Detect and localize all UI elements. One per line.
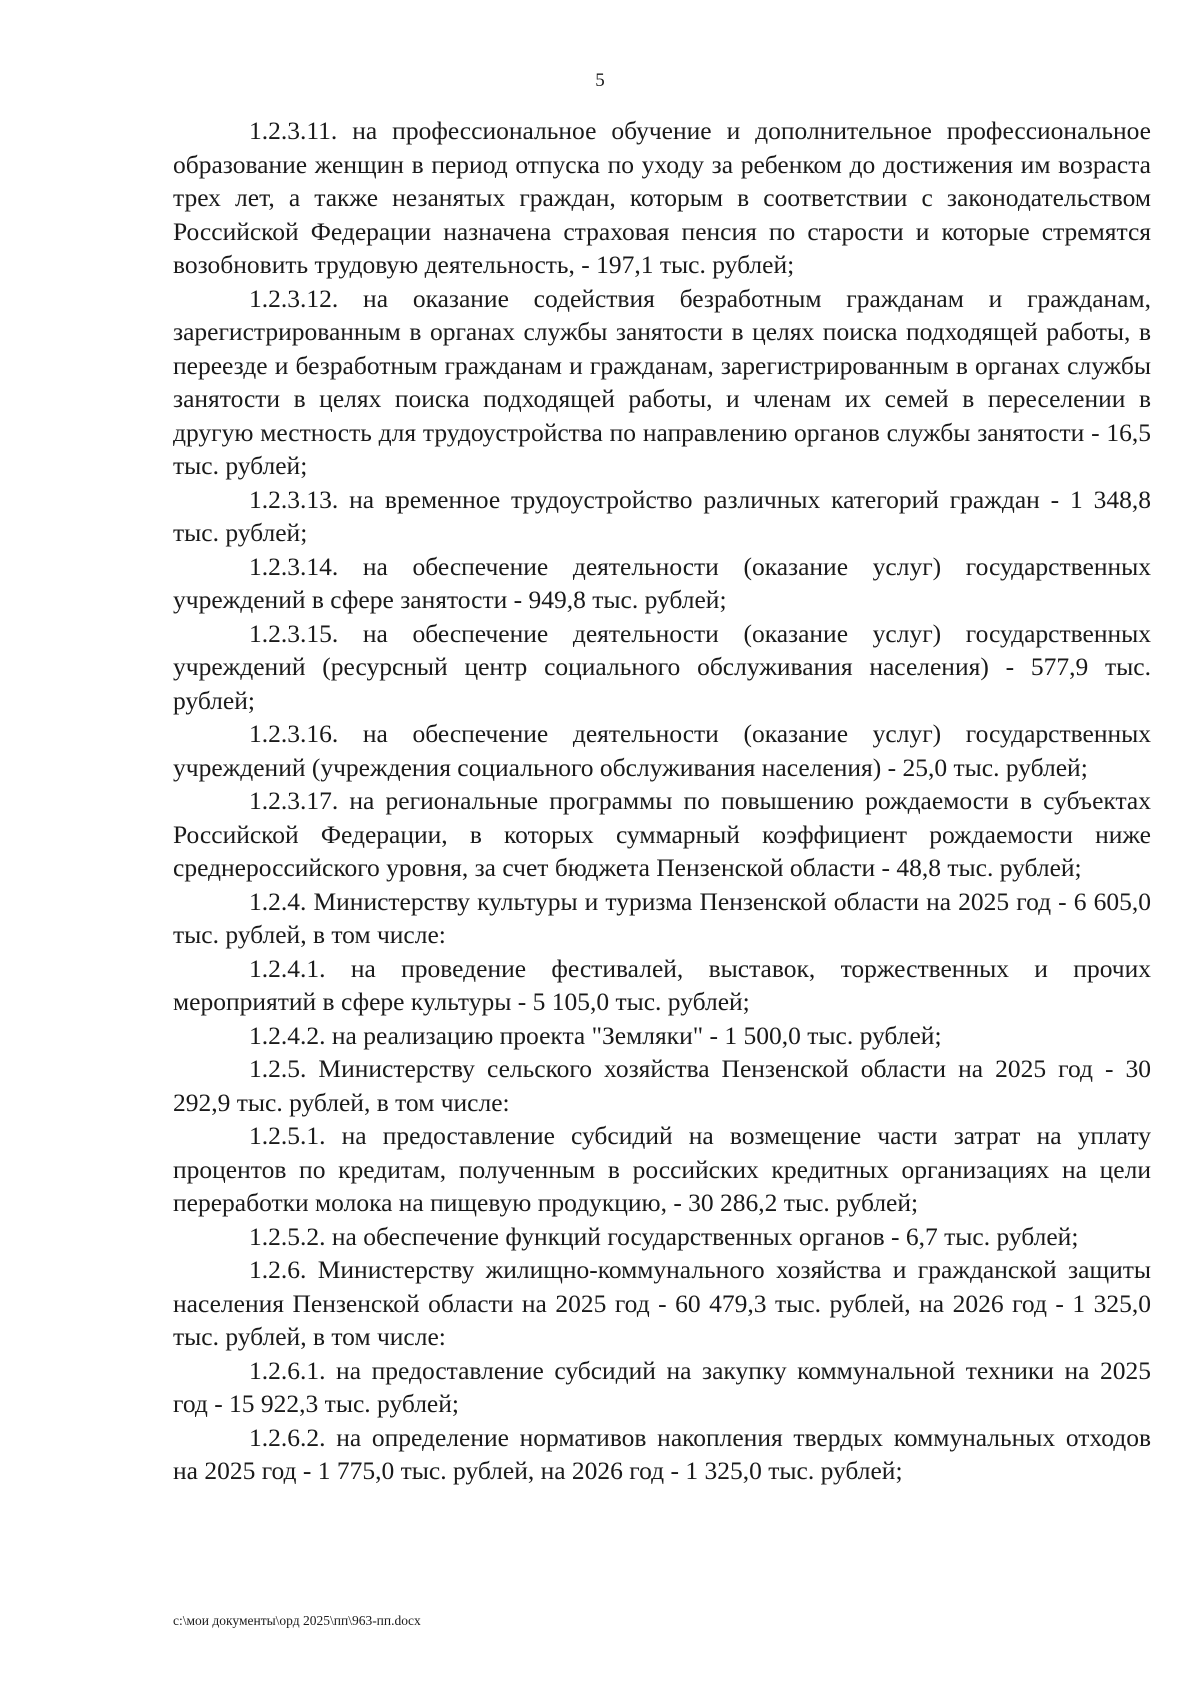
footer-file-path: c:\мои документы\орд 2025\пп\963-пп.docx	[173, 1613, 421, 1628]
paragraph-1-2-4-2: 1.2.4.2. на реализацию проекта "Земляки" - 1 500,0 тыс. рублей;	[249, 1020, 942, 1050]
page-number: 5	[595, 70, 605, 91]
paragraph-1-2-3-11: 1.2.3.11. на профессиональное обучение и дополнительное профессиональное образование женщин в период отпуска по уходу за ребенком до достижения им возраста трех лет, а также незанятых граждан, которым в соответствии с законодательством Российской Федерации назначена страховая пенсия по старости и которые стремятся возобновить трудовую деятельность, - 197,1 тыс. рублей;	[173, 116, 1151, 279]
paragraph-1-2-5-1: 1.2.5.1. на предоставление субсидий на возмещение части затрат на уплату процентов по кредитам, полученным в российских кредитных организациях на цели переработки молока на пищевую продукцию, - 30 286,2 тыс. рублей;	[173, 1121, 1151, 1217]
paragraph-1-2-3-12: 1.2.3.12. на оказание содействия безработным гражданам и гражданам, зарегистрированным в органах службы занятости в целях поиска подходящей работы, в переезде и безработным гражданам и гражданам, зарегистрированным в органах службы занятости в целях поиска подходящей работы, и членам их семей в переселении в другую местность для трудоустройства по направлению органов службы занятости - 16,5 тыс. рублей;	[173, 283, 1151, 480]
paragraph-1-2-3-13: 1.2.3.13. на временное трудоустройство различных категорий граждан - 1 348,8 тыс. рублей;	[173, 484, 1151, 547]
paragraph-1-2-6-2: 1.2.6.2. на определение нормативов накопления твердых коммунальных отходов на 2025 год - 1 775,0 тыс. рублей, на 2026 год - 1 325,0 тыс. рублей;	[173, 1422, 1151, 1485]
paragraph-1-2-4: 1.2.4. Министерству культуры и туризма Пензенской области на 2025 год - 6 605,0 тыс. рублей, в том числе:	[173, 886, 1151, 949]
document-body	[173, 114, 1151, 1488]
paragraph-1-2-3-17: 1.2.3.17. на региональные программы по повышению рождаемости в субъектах Российской Федерации, в которых суммарный коэффициент рождаемости ниже среднероссийского уровня, за счет бюджета Пензенской области - 48,8 тыс. рублей;	[173, 786, 1151, 882]
paragraph-1-2-5-2: 1.2.5.2. на обеспечение функций государственных органов - 6,7 тыс. рублей;	[249, 1221, 1079, 1251]
paragraph-1-2-6-1: 1.2.6.1. на предоставление субсидий на закупку коммунальной техники на 2025 год - 15 922,3 тыс. рублей;	[173, 1355, 1151, 1418]
paragraph-1-2-4-1: 1.2.4.1. на проведение фестивалей, выставок, торжественных и прочих мероприятий в сфере культуры - 5 105,0 тыс. рублей;	[173, 953, 1151, 1016]
paragraph-1-2-3-15: 1.2.3.15. на обеспечение деятельности (оказание услуг) государственных учреждений (ресурсный центр социального обслуживания населения) - 577,9 тыс. рублей;	[173, 618, 1151, 715]
paragraph-1-2-3-14: 1.2.3.14. на обеспечение деятельности (оказание услуг) государственных учреждений в сфере занятости - 949,8 тыс. рублей;	[173, 551, 1151, 614]
paragraph-1-2-3-16: 1.2.3.16. на обеспечение деятельности (оказание услуг) государственных учреждений (учреждения социального обслуживания населения) - 25,0 тыс. рублей;	[173, 719, 1151, 782]
paragraph-1-2-5: 1.2.5. Министерству сельского хозяйства Пензенской области на 2025 год - 30 292,9 тыс. рублей, в том числе:	[173, 1054, 1151, 1117]
paragraph-1-2-6: 1.2.6. Министерству жилищно-коммунального хозяйства и гражданской защиты населения Пензенской области на 2025 год - 60 479,3 тыс. рублей, на 2026 год - 1 325,0 тыс. рублей, в том числе:	[173, 1255, 1151, 1351]
